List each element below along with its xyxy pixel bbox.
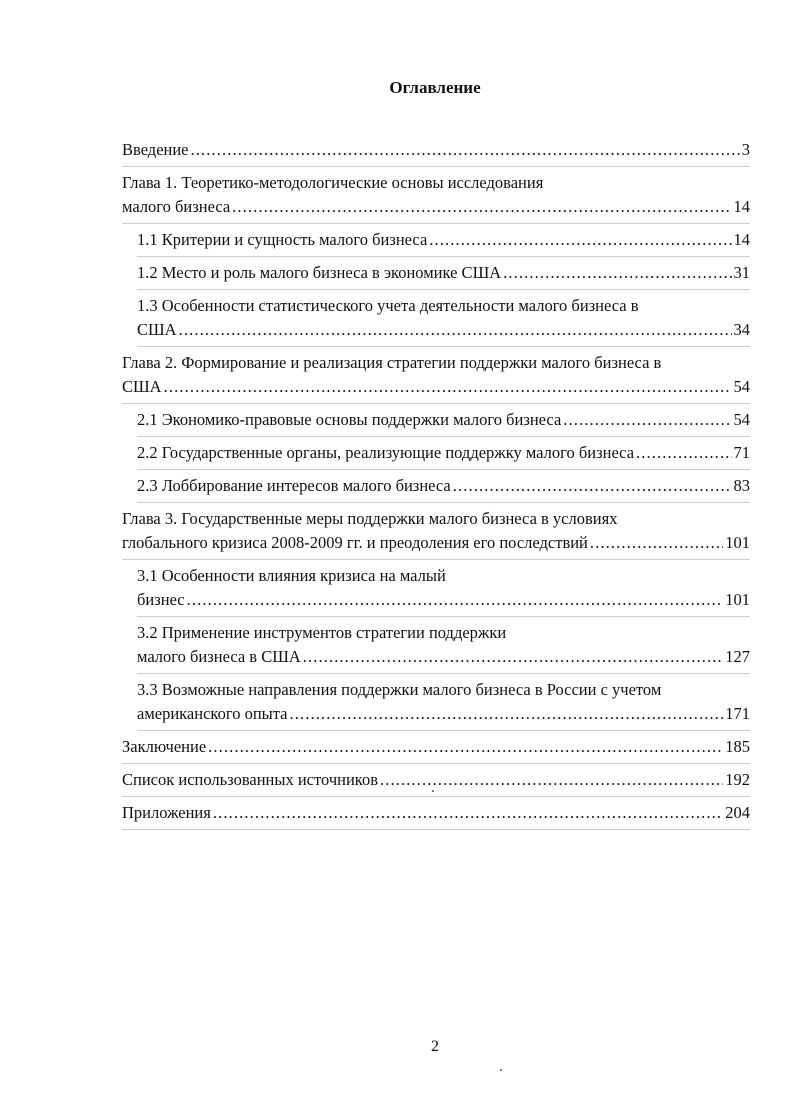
entry-divider bbox=[137, 729, 750, 731]
toc-entry[interactable] bbox=[122, 507, 750, 560]
toc-entry[interactable] bbox=[137, 408, 750, 437]
toc-entry-text: 1.1 Критерии и сущность малого бизнеса bbox=[137, 230, 428, 249]
toc-page-number: 14 bbox=[733, 230, 750, 249]
toc-entry[interactable] bbox=[137, 621, 750, 674]
toc-entry-text: малого бизнеса bbox=[122, 197, 231, 216]
toc-entry-row bbox=[122, 768, 750, 792]
entry-divider bbox=[137, 672, 750, 674]
toc-entry[interactable] bbox=[122, 768, 750, 797]
toc-page-number: 101 bbox=[725, 533, 750, 552]
toc-entry-text: бизнес bbox=[137, 590, 185, 609]
toc-entry-row bbox=[137, 318, 750, 342]
entry-divider bbox=[137, 345, 750, 347]
dot-leader bbox=[563, 408, 731, 432]
toc-page-number: 101 bbox=[725, 590, 750, 609]
toc-entry[interactable] bbox=[122, 171, 750, 224]
toc-entry-text: малого бизнеса в США bbox=[137, 647, 301, 666]
toc-entry[interactable] bbox=[137, 294, 750, 347]
toc-entry-row bbox=[122, 735, 750, 759]
entry-divider bbox=[122, 222, 750, 224]
toc-entry[interactable] bbox=[122, 735, 750, 764]
toc-entry-text: 1.3 Особенности статистического учета деятельности малого бизнеса в bbox=[137, 296, 639, 315]
toc-entry-row bbox=[137, 588, 750, 612]
toc-entry-text: 2.1 Экономико-правовые основы поддержки малого бизнеса bbox=[137, 410, 562, 429]
toc-page-number: 54 bbox=[733, 410, 750, 429]
toc-page-number: 185 bbox=[725, 737, 750, 756]
toc-page-number: 204 bbox=[725, 803, 750, 822]
toc-entry-row bbox=[137, 441, 750, 465]
toc-page-number: 3 bbox=[741, 140, 750, 159]
toc-page-number: 192 bbox=[725, 770, 750, 789]
toc-entry-text: 3.2 Применение инструментов стратегии поддержки bbox=[137, 623, 507, 642]
entry-divider bbox=[122, 795, 750, 797]
entry-divider bbox=[122, 762, 750, 764]
table-of-contents bbox=[122, 138, 750, 834]
entry-divider bbox=[137, 468, 750, 470]
toc-entry-text: Заключение bbox=[122, 737, 207, 756]
toc-entry[interactable] bbox=[137, 441, 750, 470]
toc-entry-text: 1.2 Место и роль малого бизнеса в экономике США bbox=[137, 263, 502, 282]
toc-entry[interactable] bbox=[122, 138, 750, 167]
toc-entry-row bbox=[137, 645, 750, 669]
toc-page-number: 171 bbox=[725, 704, 750, 723]
toc-entry-text: Список использованных источников bbox=[122, 770, 378, 789]
toc-entry-row bbox=[122, 531, 750, 555]
dot-leader bbox=[187, 588, 724, 612]
dot-leader bbox=[164, 375, 732, 399]
dot-leader bbox=[636, 441, 731, 465]
toc-entry-text: Глава 3. Государственные меры поддержки малого бизнеса в условиях bbox=[122, 509, 618, 528]
toc-entry[interactable] bbox=[122, 351, 750, 404]
page-number: 2 bbox=[431, 1038, 439, 1055]
toc-page-number: 83 bbox=[733, 476, 750, 495]
dot-leader bbox=[179, 318, 732, 342]
entry-divider bbox=[122, 402, 750, 404]
toc-entry-text: Приложения bbox=[122, 803, 211, 822]
toc-page-number: 34 bbox=[733, 320, 750, 339]
toc-entry-row bbox=[122, 801, 750, 825]
toc-entry-row bbox=[137, 261, 750, 285]
dot-leader bbox=[303, 645, 723, 669]
toc-entry-text: США bbox=[122, 377, 162, 396]
toc-entry[interactable] bbox=[137, 678, 750, 731]
toc-entry-row bbox=[137, 228, 750, 252]
toc-entry-row bbox=[122, 138, 750, 162]
entry-divider bbox=[137, 615, 750, 617]
toc-entry-row bbox=[122, 375, 750, 399]
toc-entry-text: Введение bbox=[122, 140, 189, 159]
entry-divider bbox=[122, 558, 750, 560]
entry-divider bbox=[137, 288, 750, 290]
toc-entry-text: американского опыта bbox=[137, 704, 288, 723]
toc-entry[interactable] bbox=[137, 228, 750, 257]
toc-entry[interactable] bbox=[137, 564, 750, 617]
toc-page-number: 31 bbox=[733, 263, 750, 282]
toc-entry-row bbox=[137, 474, 750, 498]
dot-leader bbox=[503, 261, 731, 285]
toc-entry-text: глобального кризиса 2008-2009 гг. и преодоления его последствий bbox=[122, 533, 588, 552]
dot-leader bbox=[289, 702, 723, 726]
dot-leader bbox=[232, 195, 731, 219]
toc-entry[interactable] bbox=[137, 261, 750, 290]
dot-leader bbox=[453, 474, 732, 498]
toc-entry[interactable] bbox=[137, 474, 750, 503]
toc-entry[interactable] bbox=[122, 801, 750, 830]
toc-entry-text: 3.3 Возможные направления поддержки малого бизнеса в России с учетом bbox=[137, 680, 662, 699]
toc-entry-text: 3.1 Особенности влияния кризиса на малый bbox=[137, 566, 446, 585]
toc-entry-text: 2.2 Государственные органы, реализующие поддержку малого бизнеса bbox=[137, 443, 635, 462]
toc-page-number: 127 bbox=[725, 647, 750, 666]
entry-divider bbox=[137, 255, 750, 257]
scan-speck bbox=[500, 1069, 502, 1071]
entry-divider bbox=[137, 501, 750, 503]
entry-divider bbox=[137, 435, 750, 437]
scan-speck bbox=[432, 790, 434, 792]
toc-entry-text: Глава 2. Формирование и реализация стратегии поддержки малого бизнеса в bbox=[122, 353, 662, 372]
toc-page-number: 71 bbox=[733, 443, 750, 462]
toc-entry-text: Глава 1. Теоретико-методологические основы исследования bbox=[122, 173, 544, 192]
toc-entry-row bbox=[137, 702, 750, 726]
dot-leader bbox=[208, 735, 723, 759]
toc-entry-text: 2.3 Лоббирование интересов малого бизнеса bbox=[137, 476, 451, 495]
entry-divider bbox=[122, 828, 750, 830]
page-title: Оглавление bbox=[389, 78, 481, 97]
dot-leader bbox=[590, 531, 723, 555]
dot-leader bbox=[213, 801, 723, 825]
toc-page-number: 54 bbox=[733, 377, 750, 396]
entry-divider bbox=[122, 165, 750, 167]
toc-entry-row bbox=[137, 408, 750, 432]
toc-entry-row bbox=[122, 195, 750, 219]
toc-page-number: 14 bbox=[733, 197, 750, 216]
dot-leader bbox=[191, 138, 740, 162]
dot-leader bbox=[380, 768, 723, 792]
toc-entry-text: США bbox=[137, 320, 177, 339]
dot-leader bbox=[429, 228, 731, 252]
